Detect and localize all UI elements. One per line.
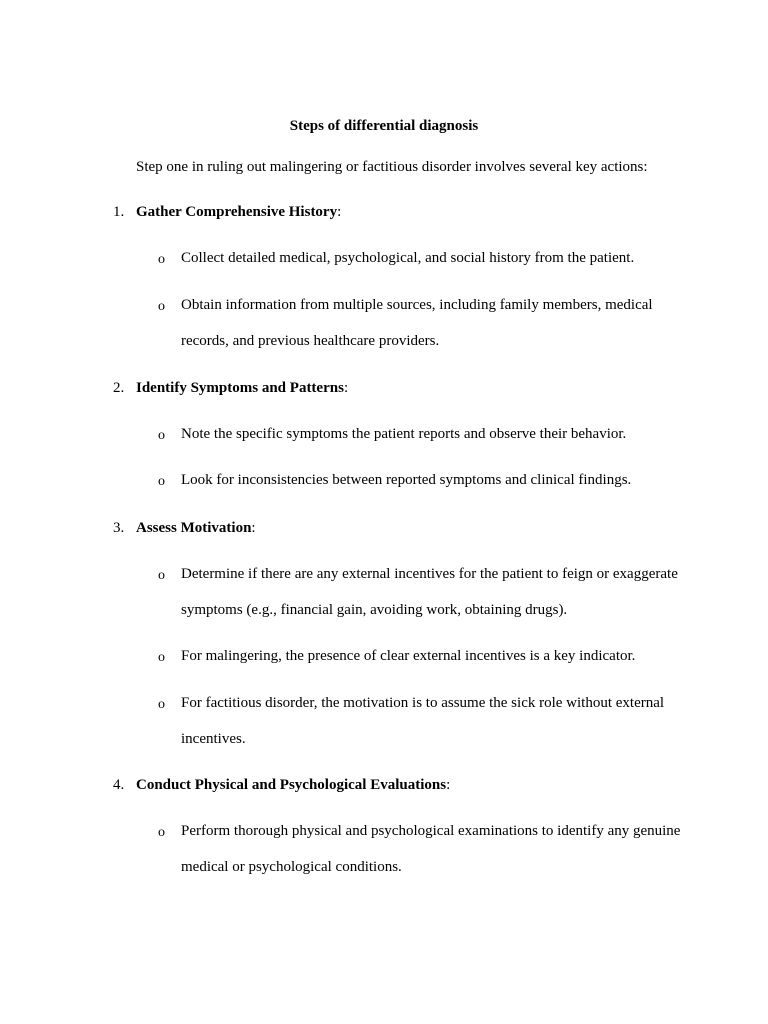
list-item: For factitious disorder, the motivation is to assume the sick role without external incentives. <box>181 695 665 747</box>
list-item: Determine if there are any external incentives for the patient to feign or exaggerate symptoms (e.g., financial gain, avoiding work, obtaining drugs). <box>181 566 678 618</box>
document-title: Steps of differential diagnosis <box>289 118 479 134</box>
step-4-number: 4. <box>113 777 125 793</box>
step-2-number: 2. <box>113 380 125 396</box>
list-item: Note the specific symptoms the patient reports and observe their behavior. <box>181 426 627 442</box>
list-item: Perform thorough physical and psychological examinations to identify any genuine medical or psychological conditions. <box>181 823 681 875</box>
step-3-heading <box>136 518 256 538</box>
step-1-heading <box>136 202 341 222</box>
step-3-colon: : <box>251 520 256 536</box>
step-2-colon: : <box>343 380 349 396</box>
step-4-heading-text: Conduct Physical and Psychological Evaluations <box>136 777 447 793</box>
step-3-heading-text: Assess Motivation <box>136 520 252 536</box>
bullet-marker: o <box>158 474 165 489</box>
step-3-number: 3. <box>113 520 125 536</box>
step-1-heading-text: Gather Comprehensive History <box>136 204 338 220</box>
step-4-heading <box>136 775 450 795</box>
step-4-colon: : <box>446 777 451 793</box>
bullet-marker: o <box>158 252 165 267</box>
list-item: For malingering, the presence of clear external incentives is a key indicator. <box>181 648 636 664</box>
bullet-marker: o <box>158 697 165 712</box>
bullet-marker: o <box>158 568 165 583</box>
bullet-marker: o <box>158 825 165 840</box>
bullet-marker: o <box>158 299 165 314</box>
step-1-number: 1. <box>113 204 125 220</box>
intro-paragraph: Step one in ruling out malingering or factitious disorder involves several key actions: <box>136 159 648 175</box>
list-item: Obtain information from multiple sources, including family members, medical records, and previous healthcare providers. <box>181 297 653 349</box>
step-1-colon: : <box>337 204 342 220</box>
list-item: Collect detailed medical, psychological, and social history from the patient. <box>181 250 635 266</box>
bullet-marker: o <box>158 428 165 443</box>
bullet-marker: o <box>158 650 165 665</box>
step-2-heading <box>136 378 348 398</box>
list-item: Look for inconsistencies between reported symptoms and clinical findings. <box>181 472 632 488</box>
step-2-heading-text: Identify Symptoms and Patterns <box>136 380 344 396</box>
